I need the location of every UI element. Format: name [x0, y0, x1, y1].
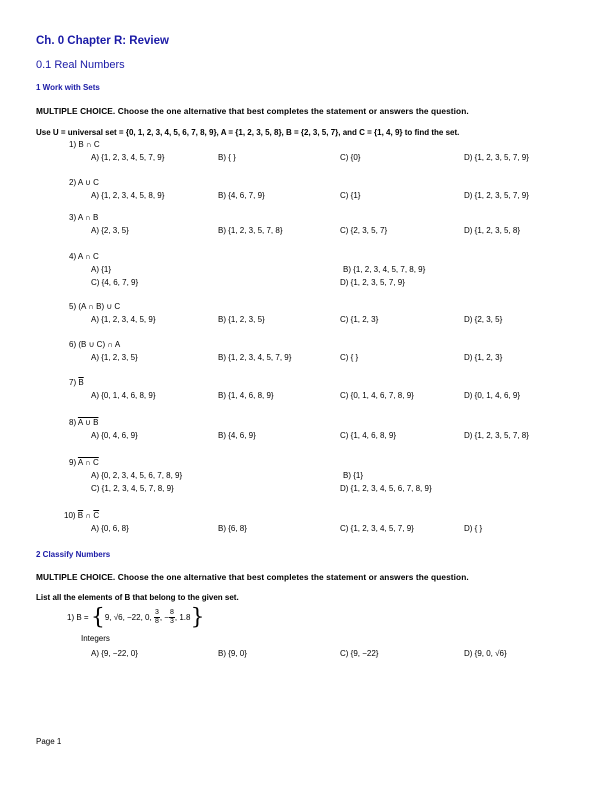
question-stem	[69, 140, 100, 149]
option-c[interactable]: C) {2, 3, 5, 7}	[340, 226, 388, 235]
question-number: 3)	[69, 213, 77, 222]
option-a[interactable]: A) {0, 2, 3, 4, 5, 6, 7, 8, 9}	[91, 471, 183, 480]
option-b[interactable]: B) {1, 2, 3, 5}	[218, 315, 265, 324]
question-number: 7)	[69, 378, 77, 387]
question-number: 1)	[69, 140, 77, 149]
section-title: 0.1 Real Numbers	[36, 59, 125, 71]
option-a[interactable]: A) {2, 3, 5}	[91, 226, 129, 235]
question-stem	[69, 302, 120, 311]
chapter-title: Ch. 0 Chapter R: Review	[36, 35, 169, 47]
option-a[interactable]: A) {0, 4, 6, 9}	[91, 431, 138, 440]
set-expression: A ∪ C	[77, 178, 99, 187]
option-d[interactable]: D) {0, 1, 4, 6, 9}	[464, 391, 521, 400]
set-expression: A ∩ C	[77, 252, 99, 261]
question-number: 2)	[69, 178, 77, 187]
option-b[interactable]: B) {6, 8}	[218, 524, 247, 533]
set-expression: A ∩ C	[77, 458, 99, 467]
set-expression: $\overline{B}$	[78, 378, 84, 387]
option-c[interactable]: C) {1, 2, 3, 4, 5, 7, 8, 9}	[91, 484, 174, 493]
option-b[interactable]: B) {1}	[343, 471, 364, 480]
option-d[interactable]: D) { }	[464, 524, 483, 533]
option-d[interactable]: D) {2, 3, 5}	[464, 315, 503, 324]
option-a[interactable]: A) {1, 2, 3, 4, 5, 7, 9}	[91, 153, 165, 162]
question-number: 6)	[69, 340, 77, 349]
option-b[interactable]: B) {4, 6, 7, 9}	[218, 191, 265, 200]
question-stem	[64, 511, 99, 520]
question-number: 10)	[64, 511, 76, 520]
option-a[interactable]: A) {9, −22, 0}	[91, 649, 138, 658]
option-b[interactable]: B) {1, 4, 6, 8, 9}	[218, 391, 274, 400]
option-c[interactable]: C) {1, 2, 3}	[340, 315, 379, 324]
mc-instruction: MULTIPLE CHOICE. Choose the one alternative that best completes the statement or answers the question.	[36, 106, 469, 116]
option-c[interactable]: C) {0, 1, 4, 6, 7, 8, 9}	[340, 391, 414, 400]
option-c[interactable]: C) {0}	[340, 153, 361, 162]
question-number: 8)	[69, 418, 77, 427]
question-stem	[69, 418, 98, 427]
question-number: 1)	[67, 613, 75, 622]
integers-label: Integers	[81, 634, 110, 643]
option-d[interactable]: D) {1, 2, 3, 5, 7, 9}	[340, 278, 405, 287]
classify-question-1	[67, 606, 204, 630]
option-a[interactable]: A) {0, 6, 8}	[91, 524, 129, 533]
right-brace: }	[190, 604, 205, 630]
option-b[interactable]: B) {1, 2, 3, 4, 5, 7, 8, 9}	[343, 265, 426, 274]
set-last-element: , 1.8	[174, 613, 191, 622]
option-a[interactable]: A) {0, 1, 4, 6, 8, 9}	[91, 391, 156, 400]
set-elements: 9, √6, −22, 0,	[104, 613, 152, 622]
option-c[interactable]: C) {1, 2, 3, 4, 5, 7, 9}	[340, 524, 414, 533]
subsection-heading-sets: 1 Work with Sets	[36, 83, 100, 92]
question-number: 9)	[69, 458, 77, 467]
page-number: Page 1	[36, 737, 62, 746]
option-b[interactable]: B) {1, 2, 3, 5, 7, 8}	[218, 226, 283, 235]
question-stem	[69, 458, 99, 467]
option-a[interactable]: A) {1, 2, 3, 4, 5, 8, 9}	[91, 191, 165, 200]
option-d[interactable]: D) {1, 2, 3, 5, 7, 8}	[464, 431, 529, 440]
option-d[interactable]: D) {1, 2, 3, 5, 8}	[464, 226, 521, 235]
classify-direction: List all the elements of B that belong to the given set.	[36, 593, 239, 602]
option-a[interactable]: A) {1, 2, 3, 4, 5, 9}	[91, 315, 156, 324]
fraction-eight-thirds: $\frac{8}{3}$	[169, 609, 174, 626]
set-expression: (A ∩ B) ∪ C	[78, 302, 121, 311]
question-stem	[69, 340, 120, 349]
option-d[interactable]: D) {9, 0, √6}	[464, 649, 507, 658]
fraction-three-eighths: $\frac{3}{8}$	[154, 609, 159, 626]
set-expression: A ∪ B	[77, 418, 99, 427]
left-brace: {	[90, 604, 105, 630]
option-b[interactable]: B) {4, 6, 9}	[218, 431, 256, 440]
subsection-heading-classify: 2 Classify Numbers	[36, 550, 111, 559]
option-b[interactable]: B) {9, 0}	[218, 649, 247, 658]
option-c[interactable]: C) {1, 4, 6, 8, 9}	[340, 431, 397, 440]
question-stem	[69, 178, 99, 187]
option-b[interactable]: B) {1, 2, 3, 4, 5, 7, 9}	[218, 353, 292, 362]
set-direction: Use U = universal set = {0, 1, 2, 3, 4, 5, 6, 7, 8, 9}, A = {1, 2, 3, 5, 8}, B = {2, 3, 5, 7}, and C = {1, 4, 9} to find the set.	[36, 128, 460, 137]
question-stem	[69, 213, 98, 222]
question-number: 5)	[69, 302, 77, 311]
set-prefix: B =	[76, 613, 89, 622]
set-operator: ∩	[83, 511, 94, 520]
separator: , −	[159, 613, 169, 622]
mc-instruction-2: MULTIPLE CHOICE. Choose the one alternative that best completes the statement or answers the question.	[36, 572, 469, 582]
option-a[interactable]: A) {1}	[91, 265, 112, 274]
option-c[interactable]: C) { }	[340, 353, 359, 362]
complement-set: $\overline{C}$	[93, 511, 100, 520]
set-expression: (B ∪ C) ∩ A	[78, 340, 121, 349]
option-c[interactable]: C) {4, 6, 7, 9}	[91, 278, 139, 287]
question-stem	[69, 252, 99, 261]
option-d[interactable]: D) {1, 2, 3, 5, 7, 9}	[464, 191, 529, 200]
option-d[interactable]: D) {1, 2, 3}	[464, 353, 503, 362]
question-number: 4)	[69, 252, 77, 261]
set-expression: B ∩ C	[78, 140, 100, 149]
option-d[interactable]: D) {1, 2, 3, 5, 7, 9}	[464, 153, 529, 162]
set-expression: A ∩ B	[77, 213, 99, 222]
option-c[interactable]: C) {9, −22}	[340, 649, 379, 658]
option-a[interactable]: A) {1, 2, 3, 5}	[91, 353, 138, 362]
option-b[interactable]: B) { }	[218, 153, 236, 162]
question-stem	[69, 378, 84, 387]
option-c[interactable]: C) {1}	[340, 191, 361, 200]
complement-set: $\overline{B}$	[77, 511, 84, 520]
option-d[interactable]: D) {1, 2, 3, 4, 5, 6, 7, 8, 9}	[340, 484, 432, 493]
